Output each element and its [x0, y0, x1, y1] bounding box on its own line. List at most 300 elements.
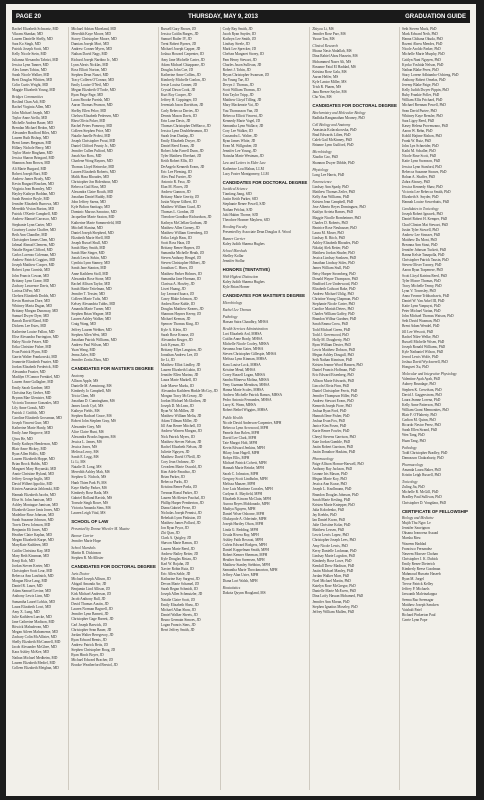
graduate-name: Hanna Marie Scales, MHSA — [222, 388, 264, 393]
graduate-name: Carlynn A. Mayfield, MPH — [222, 491, 263, 496]
subsection-heading: Microbiology — [312, 150, 332, 155]
graduate-name: Matthew Du Mont, PhD — [401, 237, 437, 242]
subsection-heading: School Marshals — [222, 249, 247, 254]
graduate-name: Robert Bethel Wiggins, MHSA — [222, 408, 268, 413]
graduate-name: Joseph Hartley Olson, MPH — [222, 522, 264, 527]
graduate-name: Charles William Gaffey, PhD — [312, 312, 355, 317]
graduate-name: Christopher Patrick Tausin, PhD — [401, 258, 449, 263]
graduate-name: Jonah Lewis Sirkin, MD — [71, 256, 107, 261]
graduate-name: Xiaolin Cao, PhD — [312, 155, 338, 160]
graduate-name: Larissa DiFeo, MD — [12, 288, 40, 293]
graduate-name: Shelby Ellen Pelov, MD — [71, 108, 107, 113]
graduate-name: Andrew Conner Myers, MD — [71, 47, 112, 52]
graduate-name: Melissa Leroy, MS — [71, 450, 99, 454]
subsection-heading: Hooding Faculty — [222, 224, 248, 229]
subsection-heading: Banner Carrier — [222, 236, 246, 241]
graduate-name: Katherine Marie Hardy, MD — [12, 426, 53, 431]
graduate-name: Christopher Gage Barrett, JD — [71, 617, 114, 622]
graduate-name: Daniel Joseph Shepherd, MD — [71, 230, 114, 235]
graduate-name: Jordan Steven Kreier, MD — [12, 563, 50, 568]
graduate-name: Jonathan Patrick Williams, MD — [71, 337, 117, 342]
section-heading: CANDIDATES FOR MASTER'S DEGREE — [222, 293, 306, 299]
graduate-name: Cody Ray Smith, JD — [222, 27, 253, 31]
graduate-name: Seth David Waxman, PhD — [401, 319, 440, 324]
graduate-name: Jennifer Marie Hope — [71, 538, 101, 543]
graduate-name: Christine Young Chapman, PhD — [312, 297, 359, 301]
graduate-name: Sean David Purtee, PhD — [401, 108, 437, 113]
graduate-name: Trent Robert Byrnes, JD — [160, 42, 197, 47]
graduate-name: Amy X. Lung, MD — [12, 609, 40, 614]
graduate-name: Chelsea Elizabeth Dodds, MD — [12, 293, 56, 298]
graduate-name: Samuel Butler IV, JD — [160, 37, 192, 42]
graduate-name: Ryan Hinch Boyer, JD — [71, 653, 104, 658]
graduate-name: Nathan David Nagy, MD — [71, 52, 108, 57]
graduate-name: Savanna Jean Gates, MHSA — [222, 347, 264, 352]
subsection-heading: Microbiology — [222, 300, 243, 305]
graduate-name: Damasson Chakrabarty, PhD — [401, 455, 444, 460]
graduate-name: Sarah Emma Cross, PhD — [312, 322, 349, 327]
graduate-name: Samantha Lynn Wallace, JD — [222, 123, 264, 128]
graduate-name: Jessica Lynn Stanford, PhD — [401, 164, 442, 169]
graduate-name: Adam Michael Chiappone, JD — [160, 62, 205, 67]
subsection-heading: Law and Letters in Elder Law — [222, 161, 266, 166]
graduate-name: Zachary Lawrence Davis, MD — [12, 283, 56, 288]
graduate-name: Corey Russell Logan, MHSA — [222, 372, 266, 377]
graduate-name: Carly Rebecca Davies, JD — [160, 108, 199, 113]
graduate-name: Natalie D. Long, MS — [71, 465, 102, 470]
graduate-name: Stephen Rachael Grace, MS — [71, 414, 112, 419]
graduate-name: Kenji Koh, MD — [12, 558, 35, 563]
graduate-name: Jennifer Sauvignon — [401, 526, 430, 531]
graduate-name: Jacob Anthony Ball, JD — [71, 597, 106, 602]
section-heading: CANDIDATES FOR MASTER'S DEGREE — [71, 366, 154, 372]
graduate-name: Adam Samuel Levine, MD — [12, 589, 51, 594]
graduate-name: Matthew Steven Nelson, JD — [160, 439, 202, 444]
graduate-name: Dakota Quynn Hoagland, MS — [222, 590, 266, 595]
graduate-name: Scott Lloyd Katrina Reed, PhD — [401, 273, 447, 278]
graduate-name: Kasey Helena Provenzano, PhD — [401, 123, 449, 128]
graduate-name: Andrew Manuel Carrasco, MD — [12, 217, 57, 222]
graduate-name: Lauren Elizabeth Hoppe, MD — [12, 456, 55, 461]
graduate-name: Anna Yvonne Tribhachavis, PhD — [401, 293, 450, 298]
graduate-name: Kristin Leigh Russell, PhD — [401, 473, 441, 478]
graduate-name: Patrick O'Keefe Campbell, MD — [12, 212, 58, 217]
graduate-name: Melissa Lynn Kinman, MHSA — [222, 357, 267, 362]
graduate-name: Cassandra L. Walter, JD — [222, 133, 258, 138]
graduate-name: Hannah Marie Reinke, MPH — [222, 466, 264, 471]
graduate-name: Justin Michael Manley, PhD — [312, 568, 354, 573]
graduate-name: Russell Michelle Wisen, PhD — [401, 339, 445, 344]
graduate-name: Joseph Allen Schmutzler, JD — [160, 592, 203, 597]
graduate-name: Rebecca Suzanne Strawn, PhD — [401, 169, 447, 174]
graduate-name: Andrew Bailey Reiter, JD — [160, 551, 199, 556]
graduate-name: Stephanie Renee Powell, SJD — [222, 202, 266, 207]
graduate-name: Jeffrey P. Michaels — [401, 587, 430, 592]
graduate-name: Christopher Jon Ridenhour, MD — [71, 179, 118, 184]
graduate-name: Joseph L. Knollmann, PhD — [312, 487, 352, 492]
graduate-name: Samuel Dwyer Dyer, MD — [12, 314, 49, 319]
graduate-name: Tracy Michelle Tenny, PhD — [401, 283, 442, 288]
graduate-name: Colleen Stephen Price, MD — [71, 128, 111, 133]
graduate-name: Cory Lee Walker, JD — [222, 128, 253, 133]
graduate-name: Natasha Marie Westman, JD — [222, 154, 264, 159]
graduate-name: Mark Lee Sprecker, JD — [222, 47, 257, 52]
graduate-name: Emily Elizabeth Shaw, JD — [160, 602, 199, 607]
graduate-name: Beth Ann Chandler, MD — [12, 232, 48, 237]
graduate-name: Joseph Ronald Williams, PhD — [401, 344, 446, 349]
graduate-name: Lauren Elizabeth Roberts, MD — [71, 169, 116, 174]
graduate-name: Aaron Thomas Pearson, MD — [71, 103, 113, 108]
graduate-name: Hannah Ilene Fisher, PhD — [312, 414, 350, 419]
graduate-name: Ali Marie Burgard, MD — [12, 166, 47, 171]
graduate-name: Candice Mariah Deters, PhD — [312, 307, 354, 312]
subsection-heading: Bridges Communities — [12, 95, 44, 100]
graduate-name: Qiwu He, MD — [12, 436, 33, 441]
graduate-name: Julie Kathleen Luecke, MD — [12, 614, 52, 619]
graduate-name: David Wilbert Ippolito, MD — [12, 482, 53, 487]
graduate-name: Linda G. Redding, MPH — [222, 527, 259, 532]
graduate-name: Abigail Amanda Arr, JD — [71, 581, 107, 586]
graduate-name: James William Stull, PhD — [312, 266, 350, 271]
graduate-name: Tresnan Ronal Parker, JD — [160, 490, 198, 495]
graduate-name: Brendan Michael Bedon, MD — [12, 125, 55, 130]
graduate-name: Lauren Marie Reed, JD — [160, 546, 195, 551]
graduate-name: Jenna Zaler, MD — [71, 353, 96, 357]
graduate-name: Clarissa A. Howley, JD — [160, 281, 195, 286]
graduate-name: Jordan Elizabeth Frederick, MD — [12, 365, 59, 370]
graduate-name: Jonathan C. Hines, JD — [160, 266, 193, 271]
graduate-name: Hongwei Xu, PhD — [401, 365, 429, 370]
graduate-name: Vikram Shankar, MD — [12, 32, 43, 37]
graduate-name: Robert Lynn Cornish, MD — [12, 268, 50, 273]
graduate-name: Travis Drew Johnson, MD — [12, 523, 51, 528]
graduate-name: Rebecca Elliott Vincent, JD — [222, 113, 263, 118]
graduate-name: Michael Joseph Capper, JD — [160, 47, 201, 52]
graduate-name: Michael Adrian Moreland, MD — [71, 27, 117, 31]
graduate-name: Christopher Sean Bauer, JD — [71, 627, 112, 632]
graduate-name: Chelsea Elizabeth Pedersen, MD — [71, 113, 119, 118]
graduate-name: Lincoln Olivia Finn, PhD — [312, 383, 350, 388]
graduate-name: Karl W. Rojahn, JD — [160, 561, 190, 566]
graduate-name: David Lee Clark, MPH — [222, 435, 257, 440]
graduate-name: Michael Allan Shaw, JD — [160, 607, 196, 612]
graduate-name: Colleen Marie Tufts, MD — [71, 296, 108, 301]
graduate-name: Jennifer Elizabeth Burrows, MD — [12, 202, 59, 207]
graduate-name: Katherine Marie Sommerfeld, MD — [71, 220, 122, 225]
graduate-name: Jennifer Lynn Barnett, JD — [71, 612, 109, 617]
graduate-name: Jessica Jones, MS — [71, 444, 98, 449]
graduate-name: Daniel W. Van Arkel III, PhD — [401, 298, 445, 303]
graduate-name: Bradford Lee Underwood, PhD — [312, 281, 358, 286]
graduate-name: Long Lee Harris, PhD — [312, 172, 345, 177]
graduate-name: Lauren Norman Bagwell, JD — [71, 607, 113, 612]
graduate-name: Kathi M. Schaller, PhD — [401, 149, 436, 154]
graduate-name: Bruno Germain Simoes, JD — [160, 617, 201, 622]
graduate-name: Aubrey Brundage, PhD — [401, 382, 436, 387]
graduate-name: Wen Tang, PhD — [401, 433, 425, 438]
graduate-name: John Lyn Schneider, PhD — [401, 144, 439, 149]
graduate-name: Garrin Walter Frankowski, MD — [12, 355, 58, 359]
graduate-name: Ursula Rivera Ray, MPH — [222, 532, 259, 537]
graduate-name: Andrew Patrick Coggins, MD — [12, 258, 56, 263]
graduate-name: Douglas Matthew Kearns, JD — [160, 307, 204, 312]
graduate-name: Brad Edwards Lilien, PhD — [312, 133, 351, 138]
graduate-name: Jennifer Rose Parr, MS — [312, 32, 346, 37]
subsection-heading: Toxicology — [401, 480, 418, 485]
graduate-name: Jennifer Ann Moran, PhD — [312, 599, 350, 604]
graduate-name: Yeny Guzman Mendoza, MHSA — [222, 382, 270, 387]
graduate-name: Aaron Helfer, MS — [312, 74, 339, 79]
graduate-name: Jeffrey George Inglis, MD — [12, 477, 50, 482]
graduate-name: Brent James Bergman, MD — [12, 141, 52, 146]
graduate-name: Spencer Thomas King, JD — [160, 322, 199, 327]
graduate-name: Elizabeth Kirwan McClain, MPH — [222, 497, 271, 501]
graduate-name: Carl Joseph Barwick, JD — [71, 622, 107, 627]
graduate-name: Sarah Marie Kesling, PhD — [312, 497, 351, 502]
graduate-name: Justin Robert Garrison, PhD — [312, 444, 354, 449]
graduate-name: Tate Margot Holt, MPH — [222, 440, 258, 445]
graduate-name: Madeline Rose Johnson, MD — [12, 512, 54, 517]
graduate-name: Whitney Kaye Rensler, PhD — [401, 113, 443, 118]
graduate-name: Ashley Montague Jamison, MD — [12, 502, 58, 507]
graduate-name: Barrah David Eland, MD — [12, 319, 49, 324]
graduate-name: Matthew William Greenberg, JD — [160, 230, 208, 235]
graduate-name: Lauren Elizabeth Lubin, JD — [160, 368, 201, 373]
subsection-heading: Biochemistry and Molecular Biology — [312, 110, 366, 115]
graduate-name: Andrew James Brody, MD — [12, 176, 51, 181]
graduate-name: Megan Marie Koy, PhD — [312, 477, 347, 482]
graduate-name: Eric Lee Fleming, JD — [160, 169, 192, 174]
graduate-name: Lucy Foster Montgomery, LLM — [222, 171, 269, 176]
graduate-name: Kimberly Reese Goodman — [401, 566, 441, 571]
graduate-name: Kate Jordan Gamble, PhD — [312, 439, 351, 444]
graduate-name: Amanda Marie Turner, MD — [71, 307, 111, 312]
graduate-name: Daniel Christopher Ferris, PhD — [312, 388, 358, 393]
graduate-name: Stephanie Lynn Carter, MD — [12, 222, 52, 227]
graduate-name: Pam Henry Stewart, JD — [222, 57, 257, 62]
graduate-name: Colleen Elizabeth Meighan, MD — [12, 665, 59, 670]
graduate-name: Ruby Frankie Poller, PhD — [401, 93, 440, 98]
graduate-name: Jill Lee Wescott, PhD — [401, 329, 434, 334]
graduate-name: Matthew Allen Gorney, JD — [160, 225, 200, 230]
graduate-name: Daniel R. Lauer, MD — [12, 584, 43, 589]
graduate-name: Joseph Vincent Gurr, MD — [12, 421, 49, 426]
column-6 — [402, 27, 470, 790]
graduate-name: Joshua Howard Carpenter, JD — [160, 52, 204, 57]
graduate-name: Stacey Christopher Moore, MD — [71, 37, 117, 42]
graduate-name: Kathryn Lee Smith, JD — [222, 37, 256, 42]
graduate-name: Katie Lynn Vanpuyst, PhD — [401, 304, 441, 309]
graduate-name: Emily Louise O'Neil, MD — [71, 83, 109, 88]
graduate-name: Olukayode A. Oderinde, MPH — [222, 517, 267, 522]
graduate-name: Janice Kim Fosen, PhD — [312, 424, 347, 429]
graduate-name: Sandra Minerva Molina, MHSA — [222, 377, 270, 382]
graduate-name: Ryan Edward Bemis, JD — [71, 637, 107, 642]
graduate-name: Colin Curtis Wright, MD — [12, 83, 49, 88]
graduate-name: Nikolaj Alek Reiter, PhD — [312, 246, 349, 251]
graduate-name: Lewis Matthew Dobson, PhD — [312, 347, 356, 352]
graduate-name: Katherine Lou Mahan, LLM — [222, 166, 264, 171]
graduate-name: Kaley Judith Sharma Hughes — [222, 279, 265, 284]
graduate-name: Jon Ryan Pryor, JD — [160, 526, 189, 531]
graduate-name: Sara Ligey Reed, PhD — [401, 118, 435, 123]
graduate-name: Jennifer Thompson Hiller, PhD — [312, 393, 358, 398]
graduate-name: Joseph Russel Shull, MD — [71, 240, 108, 245]
graduate-name: Jin Young Tae, JD — [222, 77, 249, 82]
graduate-name: Shavon Marie Ramos, JD — [160, 541, 198, 546]
graduate-name: Carlton M. Quinn, PhD — [401, 418, 436, 423]
graduate-name: Jeffrey H. Coppinger, JD — [160, 98, 197, 103]
graduate-name: Jonathan D. Cunningham, MS — [71, 399, 115, 404]
graduate-name: Samantha Marie Throckmorton, MPH — [222, 568, 278, 573]
graduate-name: Daniel Wiser Osborne, MPH — [222, 512, 265, 517]
graduate-name: Rohan A. Shaffer, PhD — [401, 174, 435, 179]
graduate-name: Nicole Rose Scott, PhD — [401, 154, 437, 159]
graduate-name: Anthony Robert Ornelas, PhD — [401, 77, 446, 82]
graduate-name: Kennedy Marie Vogel, JD — [222, 118, 261, 123]
graduate-name: Shannon Jean Brown, MD — [12, 161, 51, 166]
subsection-heading: Pharmacology — [401, 462, 424, 467]
graduate-name: Christopher D. Vongdara, PhD — [401, 500, 447, 505]
graduate-name: Alexander Grey, MS — [71, 424, 102, 429]
graduate-name: Stephen G. Nichols, MS — [71, 475, 107, 480]
column-5 — [312, 27, 400, 790]
graduate-name: Ranna Kelsie Tanapolla, PhD — [401, 253, 445, 258]
subsection-heading: Physiology — [312, 167, 329, 172]
graduate-name: Patrick Joseph Scott, MD — [12, 47, 49, 52]
graduate-name: Jie Li, JD — [160, 358, 175, 363]
graduate-name: Nathan Pelchat, SJD — [222, 207, 253, 212]
graduate-name: Pedro Antonio Fernandez, MHSA — [222, 398, 272, 403]
graduate-name: Alexandra Brooks Ingram, MS — [71, 434, 116, 439]
subsection-heading: Pharmacology — [312, 456, 334, 461]
graduate-name: Sarah Rose Krause, JD — [160, 332, 195, 337]
graduate-name: Tianfang Jiang, SJD — [222, 192, 252, 197]
graduate-name: Sarah C. Johnston, MPH — [222, 471, 259, 476]
graduate-name: Oksana Ivanovna Assaad — [401, 531, 439, 536]
graduate-name: Melissa Manzer, MPH — [222, 481, 256, 486]
graduate-name: Kathryn McClellan Gorham, JD — [160, 220, 208, 225]
graduate-name: Todd J. Greenwood, PhD — [312, 332, 349, 337]
graduate-name: Andrew Lee Strasser, PhD — [401, 232, 441, 237]
subsection-heading: Presented by Donna Wheeler M. Maxine — [71, 526, 130, 531]
graduate-name: Christopher Joseph Lees, PhD — [312, 538, 356, 543]
graduate-name: Steven Christopher Gillespie, MHSA — [222, 352, 277, 357]
graduate-name: Jeffrey Lauren Webber, MD — [71, 327, 112, 332]
graduate-name: Caitlin Anne Brady, MHSA — [222, 337, 263, 342]
graduate-name: Jonah Sao Ross, MD — [71, 154, 102, 159]
graduate-name: Stephen R. McAllister — [71, 556, 104, 561]
graduate-name: Lauren Ashley Walker, MD — [71, 317, 111, 322]
graduate-name: Tricia Chen, MS — [71, 393, 96, 398]
graduate-name: Lily Anne Gozuk, MD — [12, 405, 45, 410]
graduate-name: Robert John Stephen Gray, MS — [71, 419, 117, 424]
graduate-name: Daniel Clifford Prunty Jr., MD — [71, 144, 116, 149]
graduate-name: Rebecca Ann Lanfinich, MD — [12, 574, 54, 579]
graduate-name: Erika Christine Fisher, MD — [12, 344, 52, 349]
graduate-name: Kyle Nathaniel Wilson, PhD — [401, 349, 444, 354]
graduate-name: Michael Edward Bracher, JD — [71, 658, 114, 663]
graduate-name: Jacob Ryan Snyder, JD — [222, 32, 256, 37]
graduate-name: Victoria Torrance Gonzales, MD — [12, 400, 59, 405]
graduate-name: Martin R. Dickinson — [71, 551, 101, 555]
graduate-name: Meredith Kaye Moore, MD — [71, 32, 111, 37]
graduate-name: Jerrod Lewis Wolfe, PhD — [401, 355, 439, 359]
graduate-name: Elizabeth S. Snyder, PhD — [401, 195, 439, 200]
graduate-name: Ian Daniel Kwan, PhD — [312, 518, 346, 523]
graduate-name: Allison Marie Edwards, PhD — [312, 378, 355, 383]
graduate-name: Kimberly Michelle Conlon, JD — [160, 77, 206, 82]
graduate-name: Julianna Alexandra Tabrizi, MD — [12, 57, 59, 62]
graduate-name: Jennifer Zorita Zhou, MD — [71, 358, 109, 363]
graduate-name: Jonathan Lindsay Stiles, PhD — [312, 261, 355, 266]
graduate-name: Berri Jeffrey Smith, JD — [160, 628, 195, 633]
graduate-name: Jonathan Andrew Lee, JD — [160, 353, 199, 357]
graduate-name: Huan Tang, PhD — [401, 438, 426, 443]
graduate-name: Erin Lane Davis, JD — [160, 118, 191, 123]
graduate-name: Alexandra Frazier, MD — [12, 370, 46, 375]
graduate-name: Allison Apple, MS — [71, 378, 99, 383]
graduate-name: Amy Nicole Lewis, PhD — [312, 543, 348, 548]
graduate-name: Robert Kenner Sherman, MPH — [222, 553, 268, 558]
graduate-name: Megan Elizabeth Karpe, MD — [12, 538, 54, 543]
graduate-name-columns — [12, 27, 470, 790]
graduate-name: Logan Francis Sims, JD — [160, 622, 196, 627]
graduate-name: Virginia Jean Bramley, MD — [12, 186, 52, 191]
graduate-name: Katharine Kay Sargent, JD — [160, 577, 200, 582]
graduate-name: Rebekah Lynn Pinkston, JD — [160, 516, 202, 520]
graduate-name: Matthew Stanley Stebbins, MPH — [222, 563, 270, 568]
graduate-name: Charles Jason Sullivan, JD — [222, 62, 262, 67]
graduate-name: Kyle Douglas Ristau, JD — [160, 556, 197, 561]
graduate-name: Dennis Mason Davis, JD — [160, 113, 197, 118]
graduate-name: Andrea Rose Kahle, JD — [160, 302, 195, 307]
graduate-name: Amy Jane Michelle Carter, JD — [160, 57, 205, 62]
graduate-name: Stephen Allen West, MD — [71, 332, 108, 337]
graduate-name: Sarah Mae Singer, MD — [71, 251, 105, 256]
graduate-name: John Michael Joseph, MD — [12, 110, 50, 115]
graduate-name: Hilary Joan Hagell, MPH — [222, 451, 260, 456]
graduate-name: Kaitlyn Arrieta Barnes, PhD — [312, 210, 354, 215]
graduate-name: MaryKate Kathleen, MD — [12, 543, 49, 548]
graduate-name: Kelly Judith Dwyer Pippin, PhD — [401, 88, 449, 93]
graduate-name: Sarah Marie Teitelman, MD — [71, 286, 112, 291]
graduate-name: Scott Ross Haas, JD — [160, 240, 191, 245]
graduate-name: Beatrice Rose Neuhauser, PhD — [312, 225, 357, 230]
graduate-name: Joseph Matthew Cooper, MD — [12, 263, 55, 268]
graduate-name: Elise Alexandra Farrington, MD — [12, 334, 59, 339]
graduate-name: Jill Ann Renee Mitchell, JD — [160, 424, 201, 429]
graduate-name: Evan M. Willgruber, JD — [222, 144, 258, 149]
graduate-name: Liwei Huang, JD — [160, 286, 186, 291]
graduate-name: Patrick J. Griffith, MD — [12, 411, 45, 416]
graduate-name: Stephen K. Crewdson, PhD — [401, 387, 442, 392]
graduate-name: Daniel Francis Hoffman, PhD — [312, 368, 356, 373]
graduate-name: Mary Mackenzie Vai, JD — [222, 103, 259, 108]
graduate-name: Leanne Iris Mason, PhD — [312, 472, 348, 477]
graduate-name: Jose Luis Martinez Corrales, MPH — [222, 486, 273, 491]
graduate-name: John Michael Thomas Watson, PhD — [401, 314, 454, 319]
graduate-name: Courtney Louise Chaffee, MD — [12, 227, 56, 232]
graduate-name: Jordan Michael McGlothen, JD — [160, 398, 207, 403]
subsection-heading: Candidates in Toxicology — [401, 207, 439, 212]
graduate-name: Elizabeth Marie Shell, MD — [71, 235, 111, 240]
graduate-name: Bryann Mae Glenister, MD — [12, 395, 52, 400]
graduate-name: Ashley Faith Rexroat, MPH — [222, 537, 263, 542]
graduate-name: Devyn J. Thomas, JD — [222, 83, 254, 88]
section-heading: SCHOOL OF LAW — [71, 519, 109, 525]
graduate-name: Gregory Scott Lindholm, MPH — [222, 476, 268, 481]
